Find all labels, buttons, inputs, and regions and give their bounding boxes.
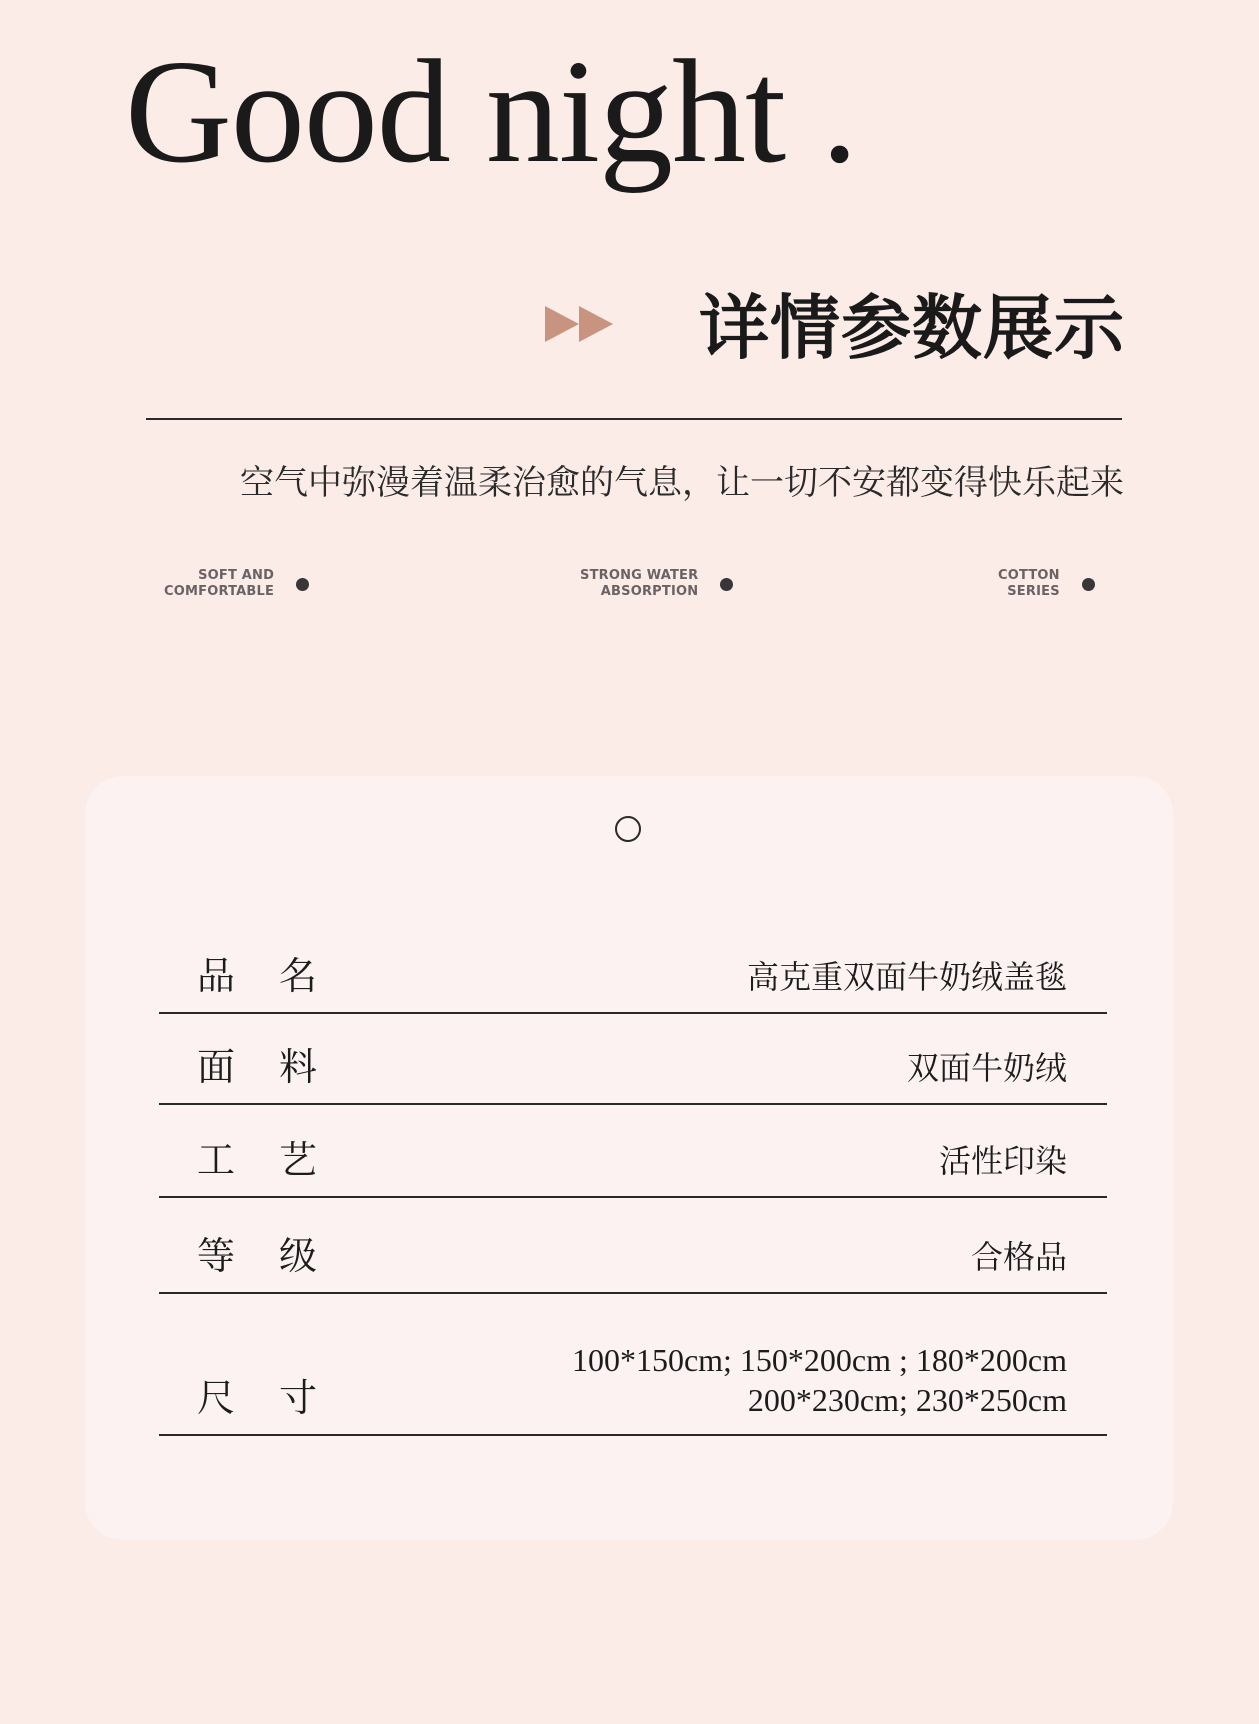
feature-water <box>580 564 733 604</box>
spec-row-grade <box>159 1198 1107 1294</box>
feature-line: SERIES <box>1007 584 1060 599</box>
spec-value: 高克重双面牛奶绒盖毯 <box>746 959 1067 995</box>
spec-row-craft <box>159 1105 1107 1198</box>
section-title: 详情参数展示 <box>699 287 1125 369</box>
feature-soft <box>164 564 309 604</box>
spec-row-size <box>159 1294 1107 1436</box>
spec-label: 等级 <box>197 1236 362 1278</box>
spec-value-line: 200*230cm; 230*250cm <box>747 1382 1067 1418</box>
feature-cotton <box>998 564 1095 604</box>
spec-row-fabric <box>159 1014 1107 1105</box>
double-arrow-icon <box>545 302 619 346</box>
spec-value: 双面牛奶绒 <box>906 1050 1067 1086</box>
bullet-dot-icon <box>1082 578 1095 591</box>
spec-label: 品名 <box>197 956 362 998</box>
bullet-dot-icon <box>296 578 309 591</box>
hero-title: Good night . <box>125 30 858 194</box>
spec-value: 合格品 <box>970 1239 1067 1275</box>
feature-line: ABSORPTION <box>600 584 699 599</box>
spec-value: 活性印染 <box>938 1143 1067 1179</box>
feature-line: COTTON <box>998 568 1060 583</box>
hang-hole-icon <box>615 816 641 842</box>
spec-card <box>85 776 1173 1540</box>
spec-value <box>572 1340 1067 1420</box>
spec-row-name <box>159 916 1107 1014</box>
feature-label <box>164 568 274 600</box>
spec-label: 工艺 <box>197 1140 362 1182</box>
section-header <box>545 288 1125 368</box>
spec-label: 面料 <box>197 1047 362 1089</box>
feature-line: COMFORTABLE <box>164 584 275 599</box>
feature-line: STRONG WATER <box>580 568 699 583</box>
spec-label: 尺寸 <box>197 1378 362 1420</box>
tagline: 空气中弥漫着温柔治愈的气息，让一切不安都变得快乐起来 <box>240 465 1124 502</box>
feature-label <box>998 568 1060 600</box>
feature-label <box>580 568 698 600</box>
bullet-dot-icon <box>720 578 733 591</box>
divider <box>146 418 1122 420</box>
feature-line: SOFT AND <box>198 568 275 583</box>
spec-value-line: 100*150cm; 150*200cm ; 180*200cm <box>571 1342 1067 1378</box>
